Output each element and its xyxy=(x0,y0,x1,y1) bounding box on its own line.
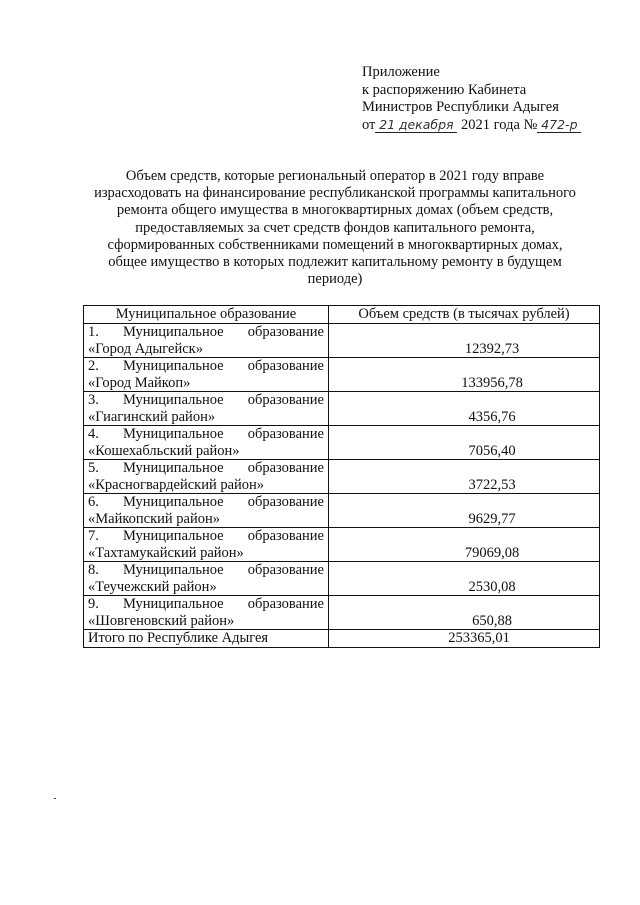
amount-cell: 12392,73 xyxy=(329,324,600,358)
formation-word: образование xyxy=(247,358,324,374)
appendix-label: Приложение xyxy=(362,64,440,80)
amount-cell: 7056,40 xyxy=(329,426,600,460)
document-number: 472-р xyxy=(541,116,578,132)
date-day: 21 xyxy=(379,116,396,132)
amount-cell: 133956,78 xyxy=(329,358,600,392)
municipality-first-line xyxy=(88,562,324,579)
municipality-first-line xyxy=(88,426,324,443)
row-number: 8. xyxy=(88,562,99,578)
municipality-first-line xyxy=(88,528,324,545)
amount-cell: 9629,77 xyxy=(329,494,600,528)
municipality-cell xyxy=(84,460,329,494)
amount-cell: 79069,08 xyxy=(329,528,600,562)
municipality-word: Муниципальное xyxy=(122,358,224,374)
municipality-name: «Город Майкоп» xyxy=(88,374,191,391)
header-municipality: Муниципальное образование xyxy=(84,306,329,324)
row-number: 5. xyxy=(88,460,99,476)
municipality-first-line xyxy=(88,392,324,409)
municipality-word: Муниципальное xyxy=(122,392,224,408)
amount-cell: 4356,76 xyxy=(329,392,600,426)
row-number: 4. xyxy=(88,426,99,442)
appendix-line-2: к распоряжению Кабинета xyxy=(362,81,527,98)
municipality-name: «Шовгеновский район» xyxy=(88,612,235,629)
municipality-cell xyxy=(84,324,329,358)
header-amount: Объем средств (в тысячах рублей) xyxy=(329,306,600,324)
table-row xyxy=(84,358,600,392)
municipality-cell xyxy=(84,494,329,528)
table-row xyxy=(84,460,600,494)
table-row xyxy=(84,494,600,528)
date-day-month xyxy=(375,118,457,133)
municipality-cell xyxy=(84,392,329,426)
municipality-name: «Кошехабльский район» xyxy=(88,442,240,459)
formation-word: образование xyxy=(247,460,324,476)
amount-cell: 650,88 xyxy=(329,596,600,630)
table-row xyxy=(84,562,600,596)
total-amount: 253365,01 xyxy=(329,630,600,648)
municipality-word: Муниципальное xyxy=(122,528,224,544)
funding-table xyxy=(83,305,600,648)
row-number: 1. xyxy=(88,324,99,340)
municipality-word: Муниципальное xyxy=(122,562,224,578)
row-number: 3. xyxy=(88,392,99,408)
amount-cell: 2530,08 xyxy=(329,562,600,596)
document-title: Объем средств, которые региональный оператор в 2021 году вправе израсходовать на финансирование республиканской программы капитального ремонта общего имущества в многоквартирных домах (объем средств, предоставляемых за счет средств фондов капитального ремонта, сформированных собственниками помещений в многоквартирных домах, общее имущество в которых подлежит капитальному ремонту в будущем периоде) xyxy=(94,168,576,288)
municipality-first-line xyxy=(88,324,324,341)
municipality-name: «Тахтамукайский район» xyxy=(88,544,244,561)
municipality-cell xyxy=(84,562,329,596)
total-row xyxy=(84,630,600,648)
row-number: 6. xyxy=(88,494,99,510)
row-number: 9. xyxy=(88,596,99,612)
table-row xyxy=(84,324,600,358)
table-row xyxy=(84,426,600,460)
municipality-name: «Город Адыгейск» xyxy=(88,340,203,357)
municipality-name: «Красногвардейский район» xyxy=(88,476,265,493)
municipality-first-line xyxy=(88,596,324,613)
formation-word: образование xyxy=(247,528,324,544)
municipality-word: Муниципальное xyxy=(122,324,224,340)
table-row xyxy=(84,528,600,562)
table-row xyxy=(84,596,600,630)
appendix-line-3: Министров Республики Адыгея xyxy=(362,99,559,115)
date-prefix: от xyxy=(362,116,376,133)
municipality-cell xyxy=(84,358,329,392)
municipality-name: «Теучежский район» xyxy=(88,578,217,595)
row-number: 2. xyxy=(88,358,99,374)
table-row xyxy=(84,392,600,426)
row-number: 7. xyxy=(88,528,99,544)
formation-word: образование xyxy=(247,562,324,578)
municipality-name: «Майкопский район» xyxy=(88,510,220,527)
formation-word: образование xyxy=(247,596,324,612)
municipality-name: «Гиагинский район» xyxy=(88,408,216,425)
municipality-first-line xyxy=(88,494,324,511)
municipality-cell xyxy=(84,596,329,630)
municipality-word: Муниципальное xyxy=(122,426,224,442)
municipality-cell xyxy=(84,528,329,562)
appendix-date-line xyxy=(362,117,581,135)
document-number-field xyxy=(537,118,581,133)
date-month: декабря xyxy=(398,116,454,132)
municipality-word: Муниципальное xyxy=(122,494,224,510)
municipality-word: Муниципальное xyxy=(122,596,224,612)
municipality-word: Муниципальное xyxy=(122,460,224,476)
total-label: Итого по Республике Адыгея xyxy=(84,630,329,648)
formation-word: образование xyxy=(247,426,324,442)
municipality-first-line xyxy=(88,460,324,477)
formation-word: образование xyxy=(247,324,324,340)
formation-word: образование xyxy=(247,392,324,408)
appendix-header xyxy=(362,64,581,134)
scan-speck xyxy=(54,798,56,799)
municipality-cell xyxy=(84,426,329,460)
formation-word: образование xyxy=(247,494,324,510)
amount-cell: 3722,53 xyxy=(329,460,600,494)
table-header-row xyxy=(84,306,600,324)
date-year: 2021 года № xyxy=(461,116,538,133)
municipality-first-line xyxy=(88,358,324,375)
